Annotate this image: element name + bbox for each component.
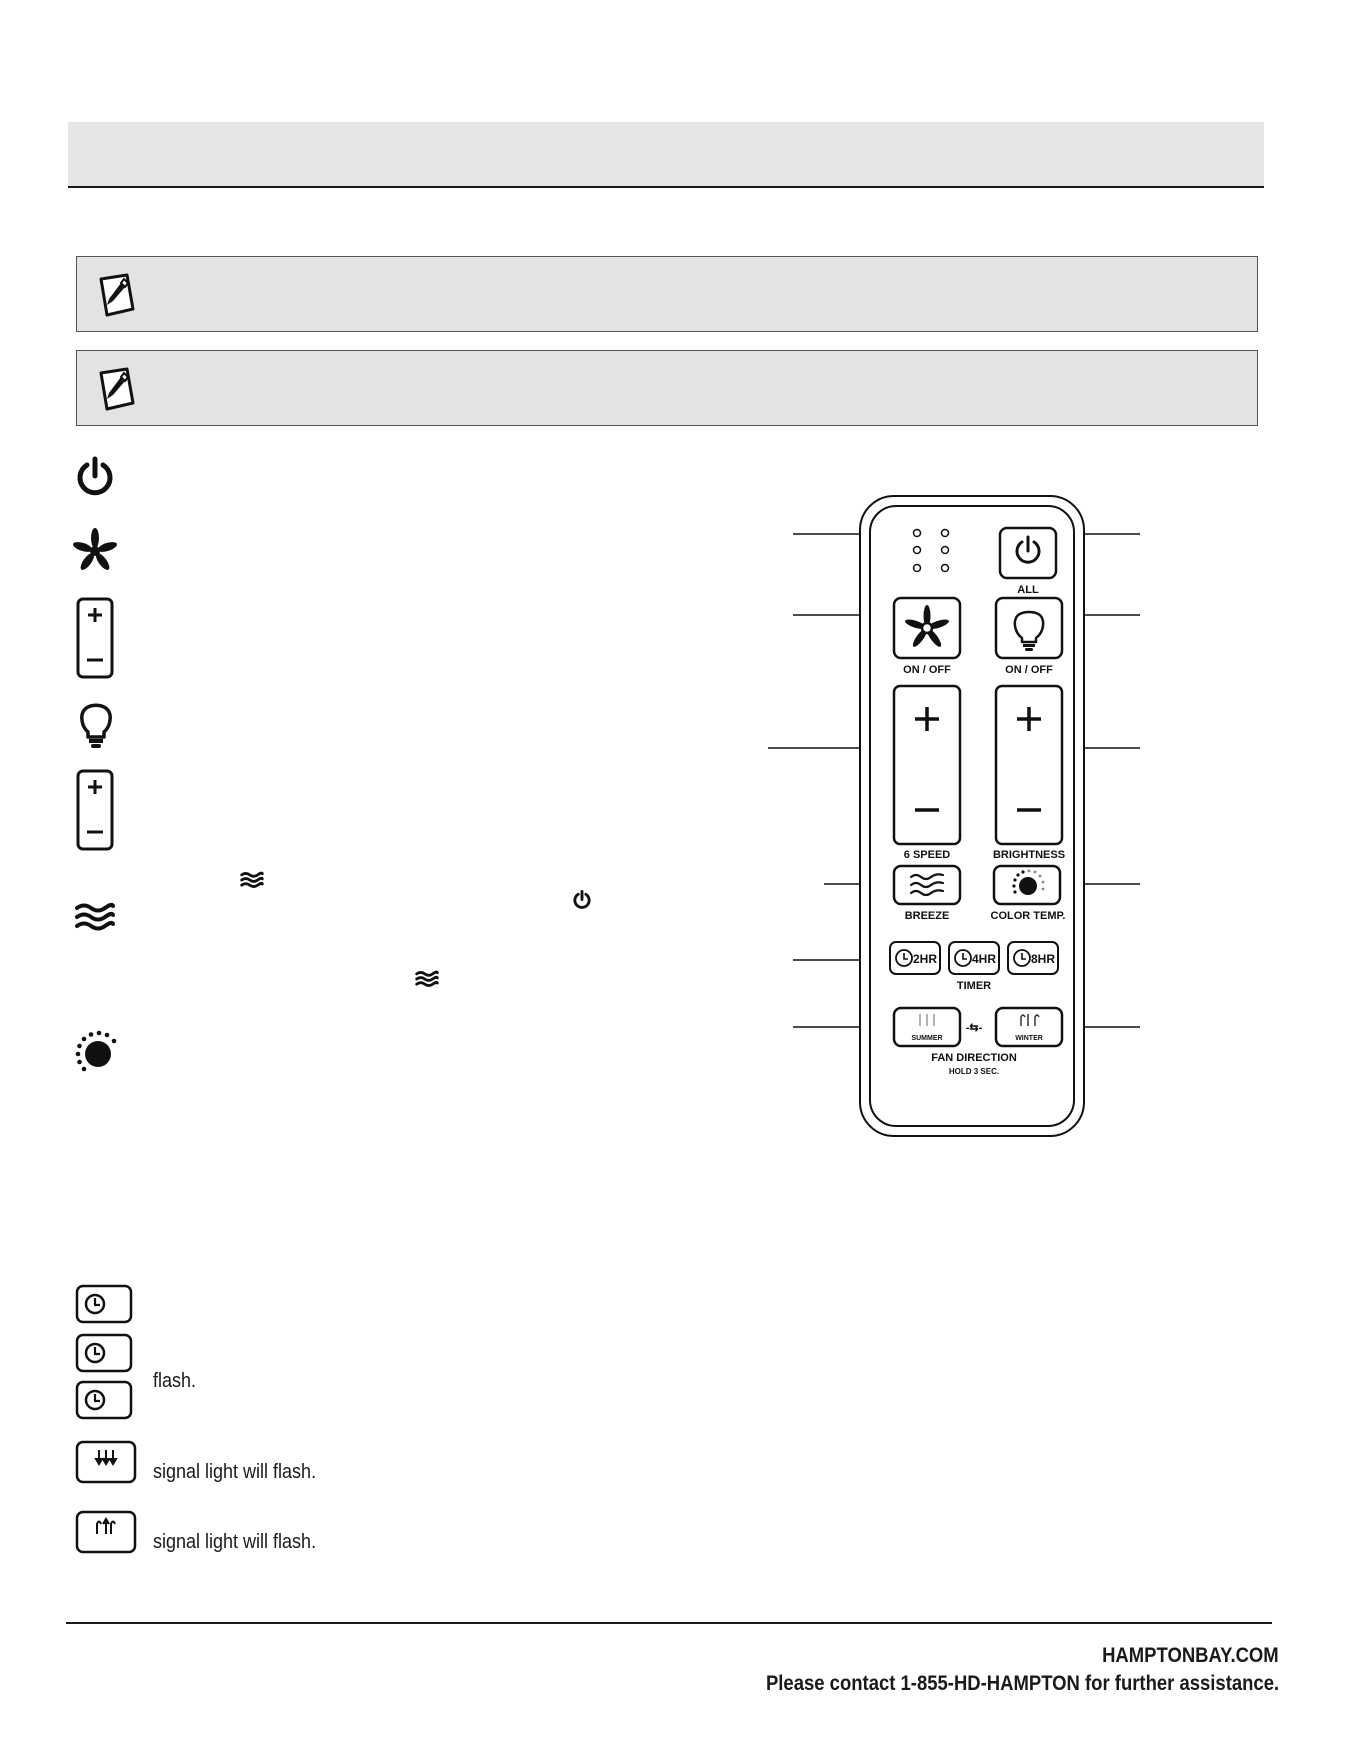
remote-fan-direction-label: FAN DIRECTION xyxy=(931,1052,1017,1064)
remote-color-temp-label: COLOR TEMP. xyxy=(990,910,1066,922)
remote-summer-button[interactable] xyxy=(894,1008,960,1046)
remote-diagram xyxy=(760,490,1180,1140)
breeze-inline-icon xyxy=(240,871,264,894)
timer-icon xyxy=(75,1380,133,1420)
footer-contact: Please contact 1-855-HD-HAMPTON for further assistance. xyxy=(765,1672,1279,1695)
remote-light-on-off-label: ON / OFF xyxy=(1005,664,1053,676)
speed-plus-minus-icon xyxy=(76,597,114,679)
remote-all-label: ALL xyxy=(1017,584,1039,596)
remote-speed-label: 6 SPEED xyxy=(903,849,951,861)
remote-hold-label: HOLD 3 SEC. xyxy=(948,1067,1000,1076)
remote-timer-8hr-label: 8HR xyxy=(1030,952,1056,966)
remote-timer-4hr-label: 4HR xyxy=(971,952,997,966)
remote-fan-button[interactable] xyxy=(894,598,960,658)
note-box-2 xyxy=(76,350,1258,426)
remote-timer-2hr-label: 2HR xyxy=(912,952,938,966)
remote-breeze-button[interactable] xyxy=(894,866,960,904)
power-inline-icon xyxy=(572,890,592,915)
note-pencil-icon xyxy=(91,269,139,319)
note-pencil-icon xyxy=(91,363,139,413)
remote-light-button[interactable] xyxy=(996,598,1062,658)
remote-brightness-rocker[interactable] xyxy=(996,686,1062,844)
remote-timer-label: TIMER xyxy=(956,980,992,992)
remote-winter-button[interactable] xyxy=(996,1008,1062,1046)
power-icon xyxy=(74,456,116,498)
remote-summer-label: SUMMER xyxy=(911,1035,943,1042)
footer-divider xyxy=(66,1622,1272,1624)
summer-direction-icon xyxy=(75,1440,137,1484)
toggle-arrows-icon: -⇆- xyxy=(965,1022,983,1034)
remote-fan-on-off-label: ON / OFF xyxy=(903,664,951,676)
section-header-bar xyxy=(68,122,1264,188)
remote-speed-rocker[interactable] xyxy=(894,686,960,844)
bulb-icon xyxy=(78,700,114,750)
color-temp-icon xyxy=(74,1030,120,1076)
timer-icon xyxy=(75,1284,133,1324)
footer-website: HAMPTONBAY.COM xyxy=(1102,1644,1279,1667)
remote-winter-label: WINTER xyxy=(1015,1035,1043,1042)
remote-color-temp-button[interactable] xyxy=(994,866,1060,904)
remote-breeze-label: BREEZE xyxy=(904,910,950,922)
winter-flash-text: signal light will flash. xyxy=(153,1531,317,1553)
timer-icon xyxy=(75,1333,133,1373)
remote-timer-4hr-button[interactable] xyxy=(949,942,999,974)
breeze-inline-icon xyxy=(415,970,439,993)
timer-flash-text: flash. xyxy=(153,1370,197,1392)
brightness-plus-minus-icon xyxy=(76,769,114,851)
remote-timer-8hr-button[interactable] xyxy=(1008,942,1058,974)
remote-timer-2hr-button[interactable] xyxy=(890,942,940,974)
remote-power-all-button[interactable] xyxy=(1000,528,1056,578)
breeze-icon xyxy=(74,902,116,932)
winter-direction-icon xyxy=(75,1510,137,1554)
remote-brightness-label: BRIGHTNESS xyxy=(992,849,1066,861)
summer-flash-text: signal light will flash. xyxy=(153,1461,317,1483)
note-box-1 xyxy=(76,256,1258,332)
fan-icon xyxy=(72,528,118,574)
